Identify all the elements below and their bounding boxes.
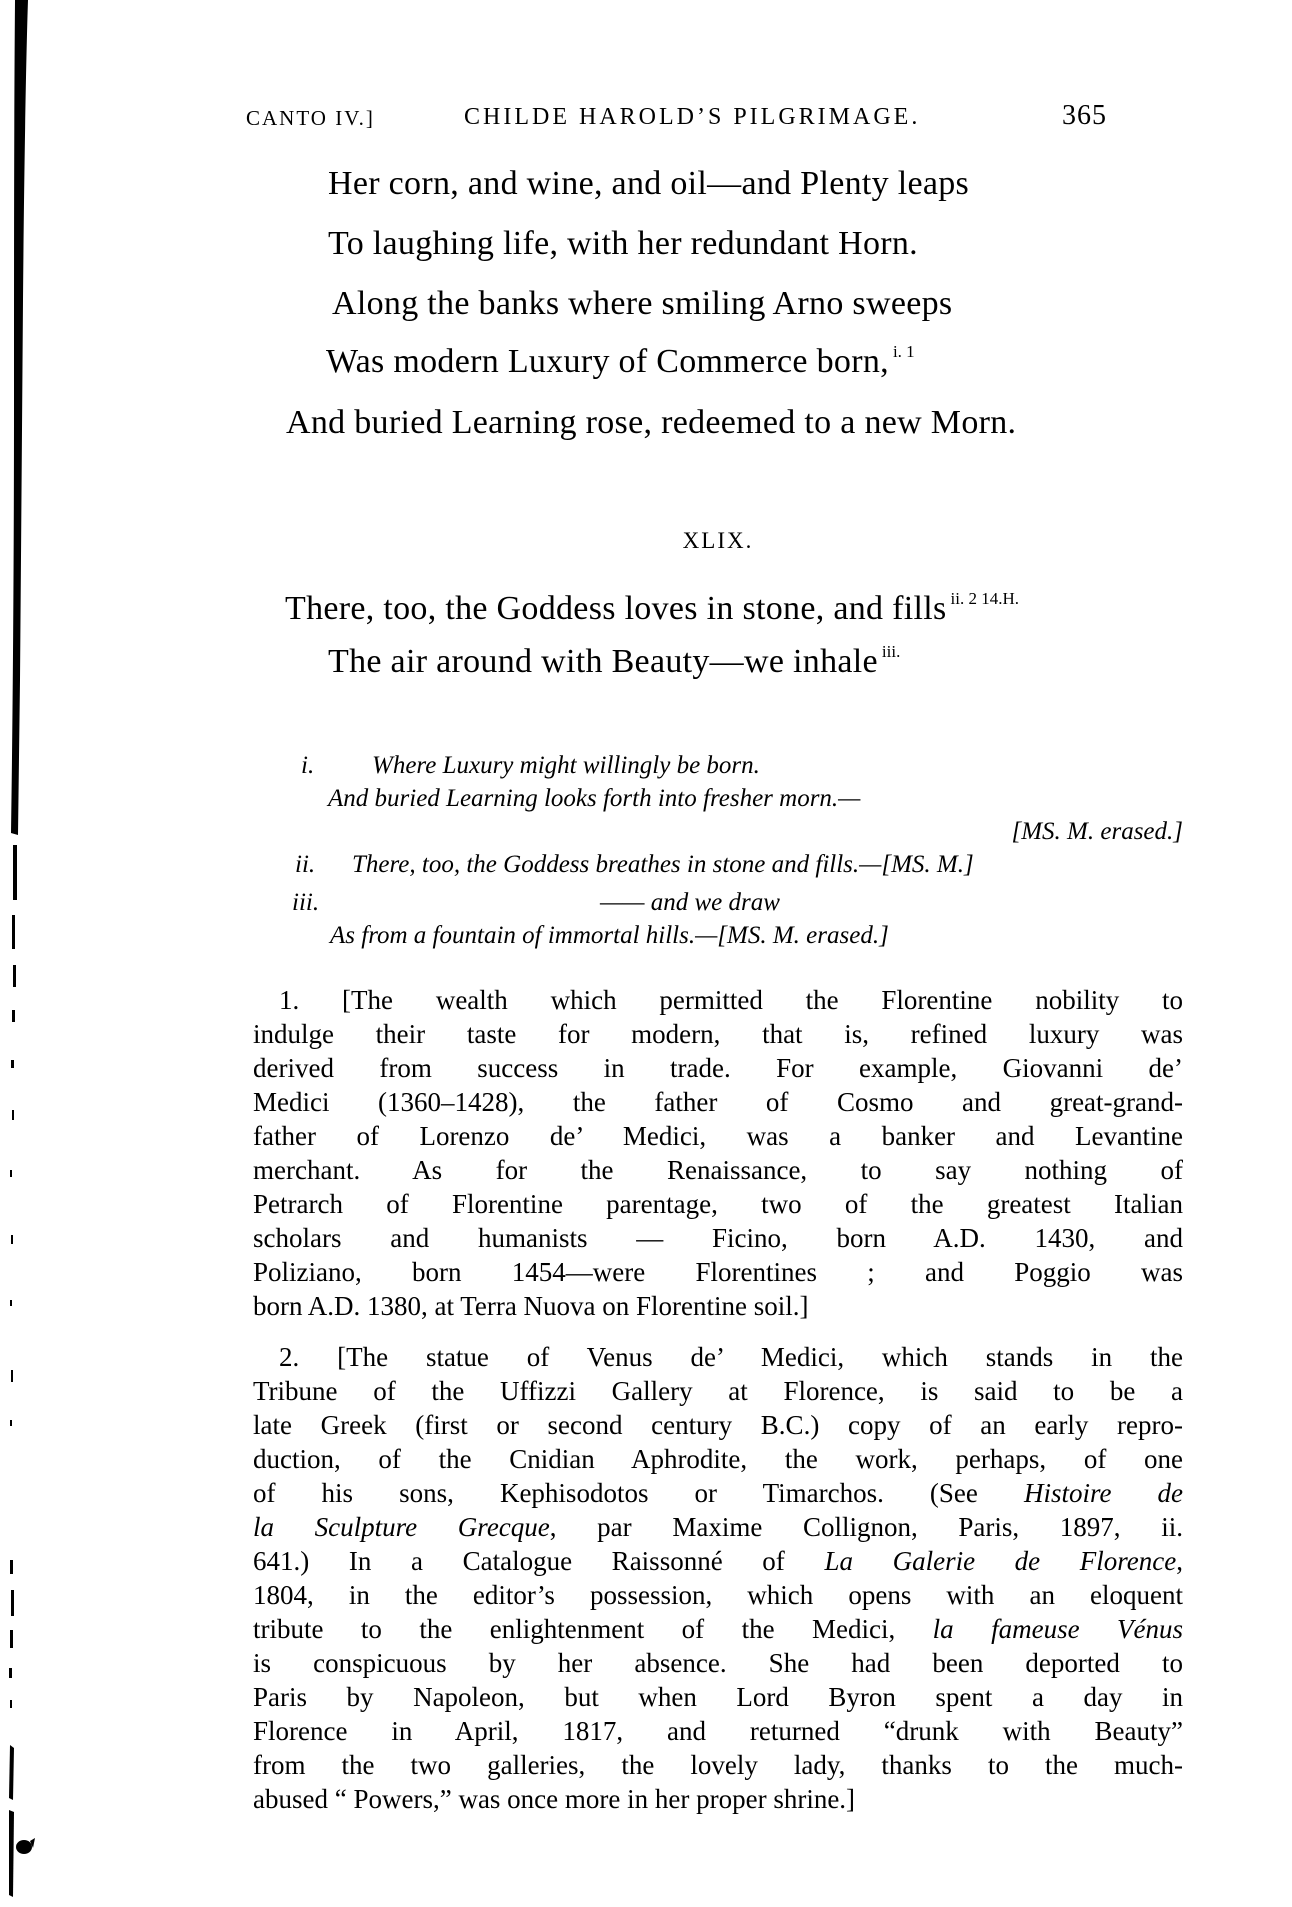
footnote-line: of his sons, Kephisodotos or Timarchos. (See Histoire de bbox=[253, 1478, 1183, 1508]
footnote-1 bbox=[253, 983, 1183, 1323]
footnote-line: 1. [The wealth which permitted the Florentine nobility to bbox=[279, 985, 1183, 1015]
poem-line-text: To laughing life, with her redundant Horn. bbox=[328, 225, 918, 262]
footnote-line: tribute to the enlightenment of the Medici, la fameuse Vénus bbox=[253, 1614, 1183, 1644]
footnote-line: father of Lorenzo de’ Medici, was a banker and Levantine bbox=[253, 1121, 1183, 1151]
poem-line bbox=[328, 165, 973, 203]
footnote-line: Florence in April, 1817, and returned “drunk with Beauty” bbox=[253, 1716, 1183, 1746]
footnote-marker: iii. bbox=[881, 642, 901, 661]
scan-binding-artifact bbox=[0, 0, 70, 1907]
footnote-line: la Sculpture Grecque, par Maxime Collignon, Paris, 1897, ii. bbox=[253, 1512, 1183, 1542]
footnote-line: Tribune of the Uffizzi Gallery at Florence, is said to be a bbox=[253, 1376, 1183, 1406]
poem-line bbox=[328, 643, 900, 681]
footnote-line: scholars and humanists — Ficino, born A.D. 1430, and bbox=[253, 1223, 1183, 1253]
poem-line bbox=[326, 343, 915, 381]
footnote-line: 641.) In a Catalogue Raissonné of La Galerie de Florence, bbox=[253, 1546, 1183, 1576]
poem-line bbox=[332, 285, 956, 323]
poem-line-text: And buried Learning rose, redeemed to a new Morn. bbox=[286, 404, 1017, 441]
poem-line-text: Her corn, and wine, and oil—and Plenty leaps bbox=[328, 165, 970, 202]
poem-line bbox=[286, 404, 1020, 442]
variant-note-line: Where Luxury might willingly be born. bbox=[372, 752, 760, 779]
footnote-line: Medici (1360–1428), the father of Cosmo and great-grand- bbox=[253, 1087, 1183, 1117]
footnote-line: derived from success in trade. For example, Giovanni de’ bbox=[253, 1053, 1183, 1083]
footnote-2 bbox=[253, 1340, 1183, 1816]
footnote-line: late Greek (first or second century B.C.) copy of an early repro- bbox=[253, 1410, 1183, 1440]
footnote-line: 1804, in the editor’s possession, which opens with an eloquent bbox=[253, 1580, 1183, 1610]
footnote-line: Poliziano, born 1454—were Florentines ; and Poggio was bbox=[253, 1257, 1183, 1287]
variant-note-line: There, too, the Goddess breathes in stone and fills.—[MS. M.] bbox=[352, 851, 974, 878]
variant-note-line: As from a fountain of immortal hills.—[MS. M. erased.] bbox=[330, 922, 889, 949]
poem-line bbox=[285, 590, 1019, 628]
footnote-line: born A.D. 1380, at Terra Nuova on Florentine soil.] bbox=[253, 1291, 809, 1321]
poem-line bbox=[328, 225, 922, 263]
footnote-line: indulge their taste for modern, that is, refined luxury was bbox=[253, 1019, 1183, 1049]
variant-note-attribution: [MS. M. erased.] bbox=[1011, 818, 1183, 845]
footnote-line: merchant. As for the Renaissance, to say nothing of bbox=[253, 1155, 1183, 1185]
poem-line-text: Along the banks where smiling Arno sweeps bbox=[332, 285, 953, 322]
footnote-line: 2. [The statue of Venus de’ Medici, which stands in the bbox=[279, 1342, 1183, 1372]
footnote-line: Paris by Napoleon, but when Lord Byron spent a day in bbox=[253, 1682, 1183, 1712]
footnote-line: Petrarch of Florentine parentage, two of the greatest Italian bbox=[253, 1189, 1183, 1219]
variant-note-line: And buried Learning looks forth into fresher morn.— bbox=[328, 785, 861, 812]
footnote-marker: ii. 2 14.H. bbox=[950, 589, 1020, 608]
footnote-line: is conspicuous by her absence. She had been deported to bbox=[253, 1648, 1183, 1678]
footnote-marker: i. 1 bbox=[892, 342, 915, 361]
header-title: CHILDE HAROLD’S PILGRIMAGE. bbox=[464, 104, 921, 130]
footnote-line: duction, of the Cnidian Aphrodite, the work, perhaps, of one bbox=[253, 1444, 1183, 1474]
variant-note-line: —— and we draw bbox=[600, 889, 780, 916]
variant-note-label: iii. bbox=[292, 889, 320, 916]
variant-note-label: ii. bbox=[295, 851, 316, 878]
footnote-line: from the two galleries, the lovely lady, thanks to the much- bbox=[253, 1750, 1183, 1780]
poem-line-text: There, too, the Goddess loves in stone, and fills bbox=[285, 590, 947, 627]
page-number: 365 bbox=[1062, 100, 1107, 131]
header-canto: CANTO IV.] bbox=[246, 106, 375, 130]
stanza-heading: XLIX. bbox=[682, 528, 754, 553]
poem-line-text: The air around with Beauty—we inhale bbox=[328, 643, 878, 680]
poem-line-text: Was modern Luxury of Commerce born, bbox=[326, 343, 889, 380]
footnote-line: abused “ Powers,” was once more in her proper shrine.] bbox=[253, 1784, 856, 1814]
variant-note-label: i. bbox=[301, 752, 315, 779]
